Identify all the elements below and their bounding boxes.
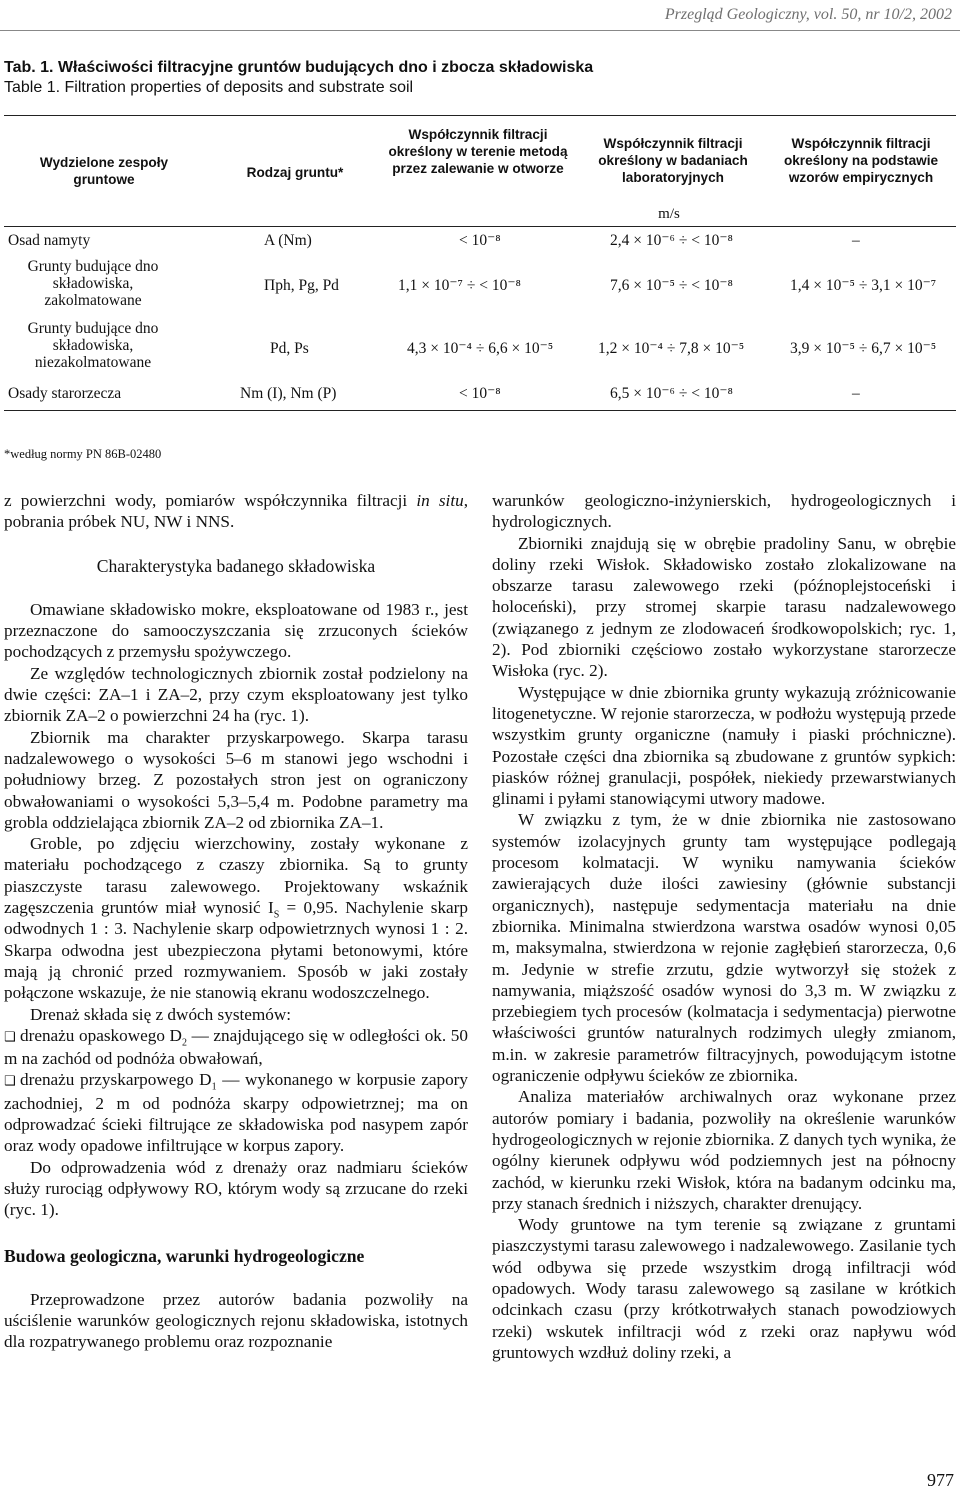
header-rodzaj: Rodzaj gruntu* [246,165,344,180]
row4-emp: – [852,385,860,402]
paragraph: Omawiane składowisko mokre, eksploatowane od 1983 r., jest przeznaczone do samooczyszczania się zrzuconych ścieków pochodzących z przemysłu spożywczego. [4,599,468,662]
list-item: ❑ drenażu przyskarpowego $D_1$ — wykonanego w korpusie zapory zachodniej, 2 m od podnóża skarpy odpowietrznej; ma on odprowadzać ścieki filtrujące ze składowiska pod nasypem zapór oraz wody opadowe infiltrujące w korpus zapory. [4,1070,468,1156]
row1-rodzaj: A (Nm) [264,232,312,249]
row3-teren: 4,3 × 10⁻⁴ ÷ 6,6 × 10⁻⁵ [407,340,554,357]
paragraph: Przeprowadzone przez autorów badania pozwoliły na uściślenie warunków geologicznych rejonu składowiska, istotnych dla rozpatrywanego problemu oraz rozpoznanie [4,1289,468,1352]
table-title-en: Table 1. Filtration properties of deposits and substrate soil [4,79,414,96]
paragraph: z powierzchni wody, pomiarów współczynnika filtracji in situ, pobrania próbek NU, NW i NNS. [4,491,468,532]
row3-lab: 1,2 × 10⁻⁴ ÷ 7,8 × 10⁻⁵ [598,340,745,357]
section-heading-budowa: Budowa geologiczna, warunki hydrogeologiczne [4,1245,365,1266]
paragraph: Ze względów technologicznych zbiornik został podzielony na dwie części: ZA–1 i ZA–2, przy czym eksploatowany jest tylko zbiornik ZA–2 o powierzchni 24 ha (ryc. 1). [4,663,468,726]
row4-rodzaj: Nm (I), Nm (P) [240,385,337,402]
row4-zespol: Osady starorzecza [8,385,122,402]
row2-zespol: Grunty budujące dno składowiska, zakolmatowane [27,258,159,309]
section-heading-charakterystyka: Charakterystyka badanego składowiska [96,555,376,576]
row2-lab: 7,6 × 10⁻⁵ ÷ < 10⁻⁸ [610,277,733,294]
table-caption [4,58,593,98]
paragraph: Występujące w dnie zbiornika grunty wykazują zróżnicowanie litogenetyczne. W rejonie starorzecza, w podłożu występują przede wszystkim grunty organiczne (namuły i piaski próchniczne). Pozostałe części dna zbiornika są zbudowane z gruntów sypkich: piasków różnej granulacji, pospółek, niekiedy przewarstwianych glinami i pyłami stanowiącymi utwory madowe. [492,682,956,809]
table-bottom-rule [4,410,956,411]
row2-teren: 1,1 × 10⁻⁷ ÷ < 10⁻⁸ [398,277,521,294]
row4-lab: 6,5 × 10⁻⁶ ÷ < 10⁻⁸ [610,385,733,402]
checkbox-bullet-icon: ❑ [4,1074,16,1090]
paragraph: Groble, po zdjęciu wierzchowiny, zostały wykonane z materiału pochodzącego z czaszy zbiornika. Są to grunty piaszczyste tarasu zalewowego. Projektowany wskaźnik zagęszczenia gruntów miał wynosić $I_S = 0,95$. Nachylenie skarp odwodnych 1 : 3. Nachylenie skarp odpowietrznych wynosi 1 : 2. Skarpa odwodna jest ubezpieczona płytami betonowymi, które mają ją chronić przed rozmywaniem. Sposób w jaki zostały połączone wskazuje, że nie stanowią ekranu wodoszczelnego. [4,834,468,1003]
paragraph: Do odprowadzenia wód z drenaży oraz nadmiaru ścieków służy rurociąg odpływowy RO, którym wody są zrzucane do rzeki (ryc. 1). [4,1157,468,1220]
page-number: 977 [927,1470,954,1490]
table-title-pl: Tab. 1. Właściwości filtracyjne gruntów budujących dno i zbocza składowiska [4,59,594,76]
paragraph: Analiza materiałów archiwalnych oraz wykonane przez autorów pomiary i badania, pozwoliły na określenie warunków hydrogeologicznych w rejonie zbiornika. Z danych tych wynika, że ogólny kierunek odpływu wód podziemnych jest na północny zachód, w kierunku rzeki Wisłok, która na badanym odcinku ma, przy stanach średnich i niższych, charakter drenujący. [492,1087,956,1213]
paragraph: Zbiorniki znajdują się w obrębie pradoliny Sanu, w obrębie doliny rzeki Wisłok. Składowisko zostało zlokalizowane na obszarze tarasu zalewowego rzeki (późnoplejstoceński i holoceński), przy stromej skarpie tarasu nadzalewowego (związanego z jednym ze zlodowaceń środkowopolskich; ryc. 1, 2). Pod zbiorniki częściowo zostało wykorzystane starorzecze Wisłoka (ryc. 2). [492,533,956,681]
header-rule [0,30,960,31]
row1-lab: 2,4 × 10⁻⁶ ÷ < 10⁻⁸ [610,232,733,249]
header-emp: Współczynnik filtracji określony na podstawie wzorów empirycznych [783,136,939,185]
paragraph: Wody gruntowe na tym terenie są związane z gruntami piaszczystymi tarasu zalewowego i nadzalewowego. Zasilanie tych wód odbywa się przede wszystkim drogą infiltracji wód opadowych. Wody tarasu zalewowego są zasilane w krótkich odcinkach czasu (przy krótkotrwałych stanach powodziowych rzeki) wskutek infiltracji wód z rzeki oraz napływu wód gruntowych wzdłuż doliny rzeki, a [492,1215,956,1362]
row4-teren: < 10⁻⁸ [459,385,501,402]
paragraph: Zbiornik ma charakter przyskarpowego. Skarpa tarasu nadzalewowego o wysokości 5–6 m stanowi jego wschodni i południowy brzeg. Z pozostałych stron jest on ograniczony obwałowaniami o wysokości 5,3–5,4 m. Podobne parametry ma grobla oddzielająca zbiornik ZA–2 od zbiornika ZA–1. [4,727,468,832]
paragraph: warunków geologiczno-inżynierskich, hydrogeologicznych i hydrologicznych. [492,491,956,532]
row3-rodzaj: Pd, Ps [270,340,309,357]
list-item: ❑ drenażu opaskowego $D_2$ — znajdującego się w odległości ok. 50 m na zachód od podnóża obwałowań, [4,1025,468,1069]
row1-zespol: Osad namyty [8,232,91,249]
checkbox-bullet-icon: ❑ [4,1029,16,1045]
header-teren: Współczynnik filtracji określony w terenie metodą przez zalewanie w otworze [388,127,568,176]
table-header-rule [4,226,956,227]
row3-emp: 3,9 × 10⁻⁵ ÷ 6,7 × 10⁻⁵ [790,340,937,357]
left-column [4,490,468,1353]
row3-zespol: Grunty budujące dno składowiska, niezakolmatowane [27,320,159,371]
row1-teren: < 10⁻⁸ [459,232,501,249]
table-top-rule [4,115,956,116]
paragraph: W związku z tym, że w dnie zbiornika nie zastosowano systemów izolacyjnych grunty tam występujące podlegają procesom kolmatacji. W wyniku namywania ścieków zawierających duże ilości zawiesiny (głównie substancji organicznych), następuje sedymentacja materiału na dnie zbiornika. Minimalna stwierdzona warstwa osadów wynosi 0,05 m, maksymalna, stwierdzona w rejonie zagłębień starorzecza, 0,6 m. Jedynie w strefie zrzutu, gdzie wytworzył się stożek z namywania, miąższość osadów wynosi do 3,3 m. W związku z przebiegiem tych procesów (kolmatacja i sedymentacja) pierwotne właściwości gruntów naturalnych rodzimych uległy zmianom, m.in. w zakresie parametrów filtracyjnych, powodującym istotne ograniczenie odpływu ścieków ze zbiornika. [492,810,956,1086]
row2-emp: 1,4 × 10⁻⁵ ÷ 3,1 × 10⁻⁷ [790,277,937,294]
row2-rodzaj: Πph, Pg, Pd [264,277,339,294]
paragraph: Drenaż składa się z dwóch systemów: [30,1004,292,1024]
row1-emp: – [852,232,860,249]
header-lab: Współczynnik filtracji określony w badaniach laboratoryjnych [598,136,748,185]
journal-header: Przegląd Geologiczny, vol. 50, nr 10/2, 2002 [664,6,952,23]
unit-label: m/s [658,206,680,222]
header-zespoly: Wydzielone zespoły gruntowe [39,155,169,187]
right-column [492,490,956,1363]
table-footnote: *według normy PN 86B-02480 [4,447,162,461]
